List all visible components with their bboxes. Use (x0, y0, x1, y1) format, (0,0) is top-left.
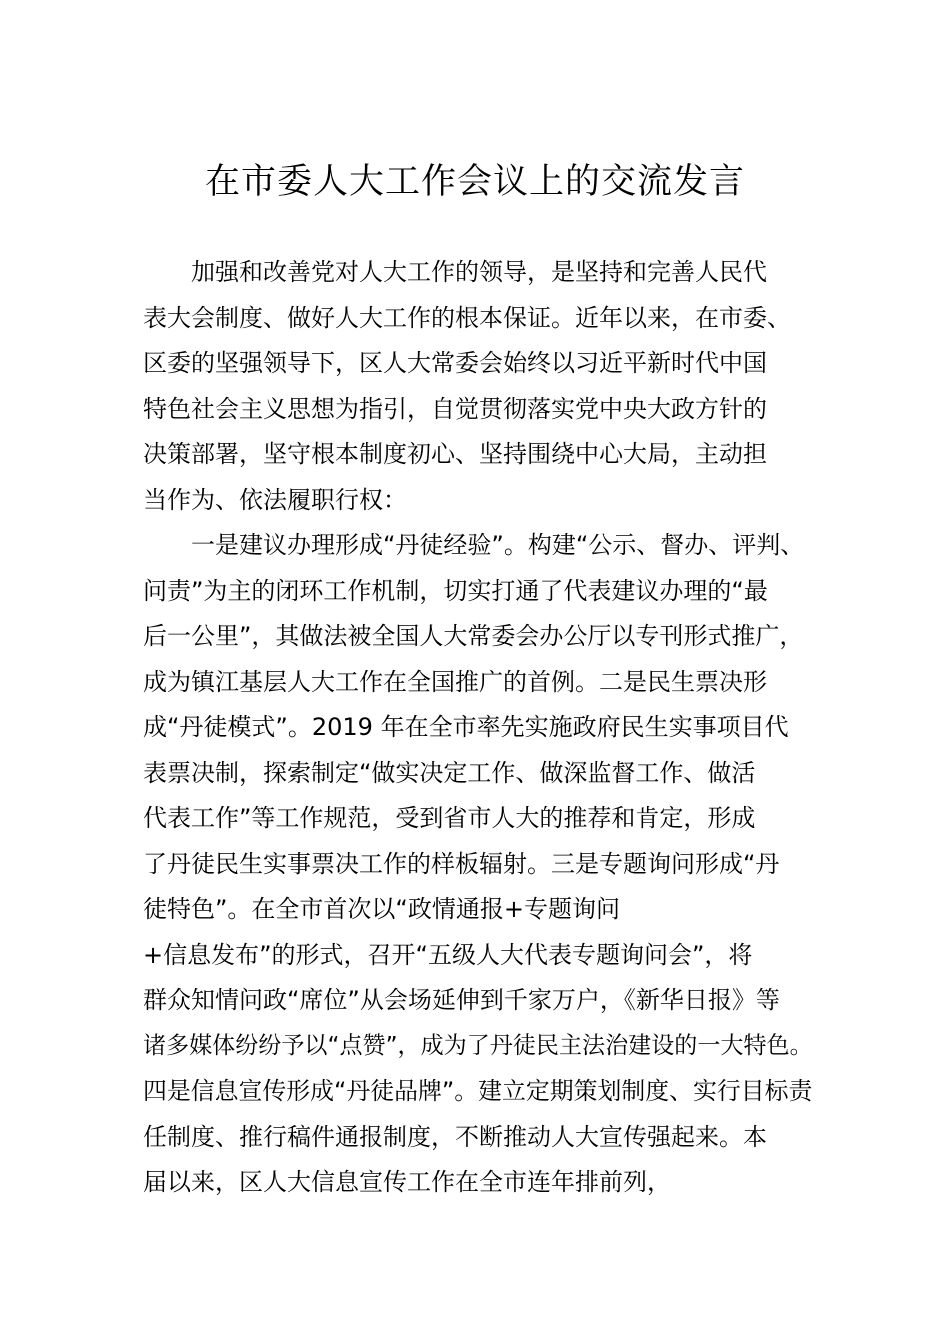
text-line: 徒特色”。在全市首次以“政情通报+专题询问 (143, 895, 620, 923)
text-line: 四是信息宣传形成“丹徒品牌”。建立定期策划制度、实行目标责 (143, 1077, 813, 1105)
text-line: 届以来，区人大信息宣传工作在全市连年排前列， (143, 1168, 671, 1196)
text-line: 成“丹徒模式”。2019 年在全市率先实施政府民生实事项目代 (143, 713, 789, 741)
text-line: 特色社会主义思想为指引，自觉贯彻落实党中央大政方针的 (143, 394, 767, 423)
text-line: 问责”为主的闭环工作机制，切实打通了代表建议办理的“最 (143, 576, 768, 605)
text-line: 群众知情问政“席位”从会场延伸到千家万户，《新华日报》等 (143, 986, 780, 1014)
text-line: 加强和改善党对人大工作的领导，是坚持和完善人民代 (143, 258, 767, 286)
text-line: 成为镇江基层人大工作在全国推广的首例。二是民生票决形 (143, 667, 767, 696)
text-line: 表大会制度、做好人大工作的根本保证。近年以来，在市委、 (143, 303, 791, 332)
text-line: 区委的坚强领导下，区人大常委会始终以习近平新时代中国 (143, 349, 767, 377)
text-line: 了丹徒民生实事票决工作的样板辐射。三是专题询问形成“丹 (143, 849, 780, 878)
text-line: 决策部署，坚守根本制度初心、坚持围绕中心大局，主动担 (143, 440, 767, 468)
text-line: 任制度、推行稿件通报制度，不断推动人大宣传强起来。本 (143, 1122, 767, 1151)
document-title: 在市委人大工作会议上的交流发言 (204, 162, 745, 202)
document-body (143, 250, 813, 1206)
text-line: 诸多媒体纷纷予以“点赞”，成为了丹徒民主法治建设的一大特色。 (143, 1032, 813, 1059)
text-line: 后一公里”，其做法被全国人大常委会办公厅以专刊形式推广， (143, 622, 804, 650)
text-line: 表票决制，探索制定“做实决定工作、做深监督工作、做活 (143, 758, 756, 787)
text-line: 代表工作”等工作规范，受到省市人大的推荐和肯定，形成 (143, 804, 756, 832)
text-line: 当作为、依法履职行权： (143, 485, 407, 514)
text-line: +信息发布”的形式，召开“五级人大代表专题询问会”，将 (143, 940, 753, 969)
text-line: 一是建议办理形成“丹徒经验”。构建“公示、督办、评判、 (143, 531, 805, 559)
